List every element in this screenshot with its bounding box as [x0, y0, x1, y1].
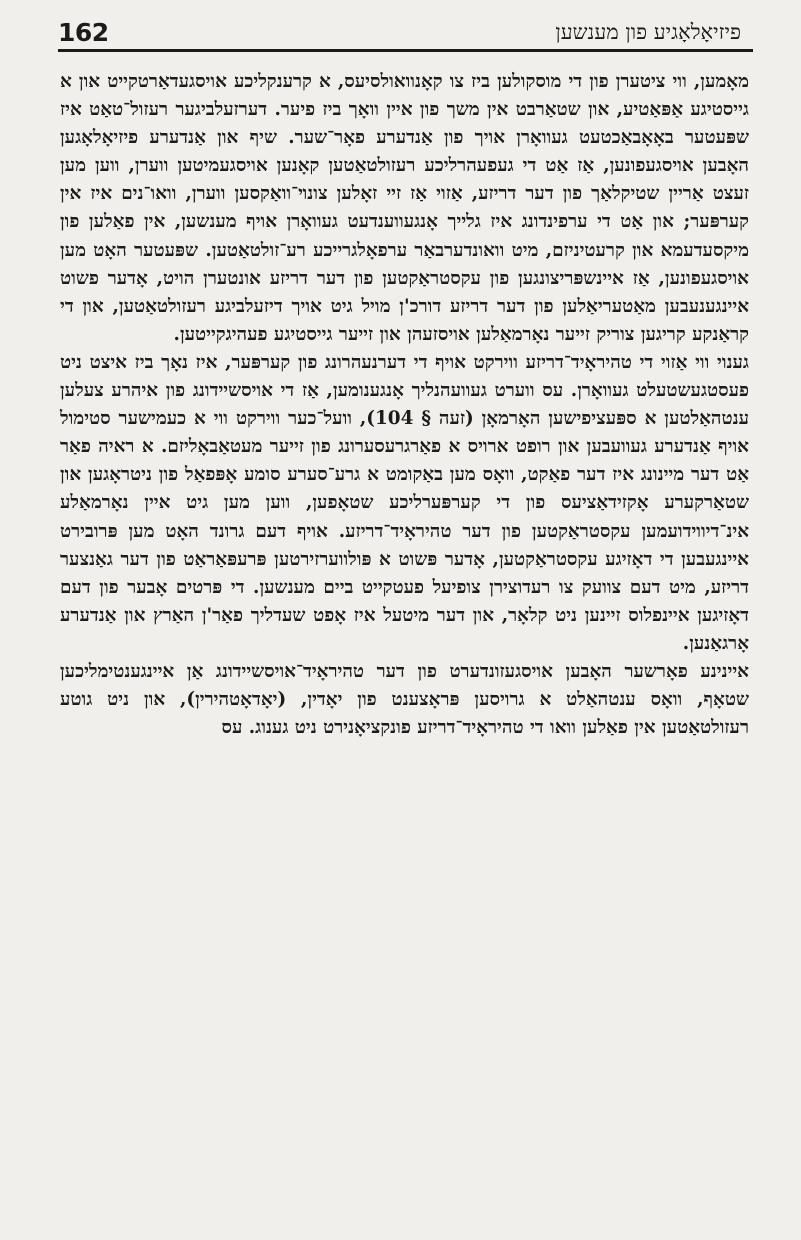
running-title: פיזיאָלאָגיע פון מענשען [555, 20, 741, 44]
page-header [58, 16, 753, 50]
page-number: 162 [58, 18, 109, 47]
paragraph-1: מאָמען, ווי ציטערן פון די מוסקולען ביז צו קאָנוואולסיעס, א קרענקליכע אויסגעדאַרטקייט און א גייסטיגע אַפּאַטיע, און שטאַרבט אין משך פון איין וואָך ביז פיער. דערזעלביגער רעזול־טאַט איז שפּעטער באָאָבאַכטעט געוואָרן אויך פון אַנדערע פאָר־שער. שיף און אַנדערע פיזיאָלאָגען האָבען אויסגעפונען, אַז אַט די געפעהרליכע רעזולטאַטען קאָנען אויסגעמיטען ווערן, ווען מען זעצט אַריין שטיקלאַך פון דער דריזע, אַזוי אַז זיי זאָלען צונױ־וואַקסען ווערן, וואו־נים איז אין קערפּער; און אַט די ערפינדונג איז גלייך אָנגעווענדעט געוואָרן אויף מענשען, אין פאַלען פון מיקסעדעמא און קרעטיניזם, מיט וואונדערבאַר ערפאָלגרייכע רע־זולטאַטען. שפּעטער האָט מען אויסגעפונען, אַז איינשפּריצונגען פון עקסטראַקטען פון דער דריזע אונטערן הויט, אָדער פשוט איינגענעבען מאַטעריאַלען פון דער דריזע דורכ'ן מויל גיט אויך דיזעלביגע רעזולטאַטען, און די קראַנקע קריגען צוריק זייער נאָרמאַלען אויסזעהן און זייער גייסטיגע פעהיגקייטען. [60, 71, 749, 345]
body-text [60, 68, 749, 742]
header-rule [58, 49, 753, 52]
paragraph-3: איינינע פאָרשער האָבען אויסגעזונדערט פון דער טהיראָיד־אויסשיידונג אַן איינגענטימליכען שטאָף, וואָס ענטהאַלט א גרויסען פּראָצענט פון יאָדין, (יאָדאָטהירין), און ניט גוטע רעזולטאַטען אין פאַלען וואו די טהיראָיד־דריזע פונקציאָנירט ניט גענוג. עס [60, 660, 749, 739]
paragraph-2: גענוי ווי אַזוי די טהיראָיד־דריזע ווירקט אויף די דערנעהרונג פון קערפּער, איז נאָך ביז איצט ניט פעסטגעשטעלט געוואָרן. עס ווערט געוועהנליך אָנגענומען, אַז די אויסשיידונג פון איהרע צעלען ענטהאַלטען א ספּעציפישען האָרמאָן (זעה § 104), וועל־כער ווירקט ווי א כעמישער סטימול אויף אַנדערע געוועבען און רופט ארויס א פאַרגרעסערונג פון זייער מעטאַבאָליזם. א ראיה פאַר אַט דער מיינונג איז דער פאַקט, וואָס מען באַקומט א גרע־סערע סומע אָפּפאַל פון ניטראָגען און שטאַרקערע אָקזידאַציעס פון די קערפּערליכע שטאָפען, ווען מען גיט איין נאָרמאַלע אינ־דיווידועמען עקסטראַקטען פון דער טהיראָיד־דריזע. אויף דעם גרונד האָט מען פּרובירט איינגעבען די דאָזיגע עקסטראַקטען, אָדער פּשוט א פּולווערזירטען פּרעפּאַראַט פון דער גאַנצער דריזע, מיט דעם צוועק צו רעדוצירן צופיעל פעטקייט ביים מענשען. די פּרטים אָבער פון דעם דאָזיגען איינפלוס זיינען ניט קלאָר, און דער מיטעל איז אָפט שעדליך פאַר'ן האַרץ און אַנדערע אָרגאַנען. [60, 351, 749, 654]
